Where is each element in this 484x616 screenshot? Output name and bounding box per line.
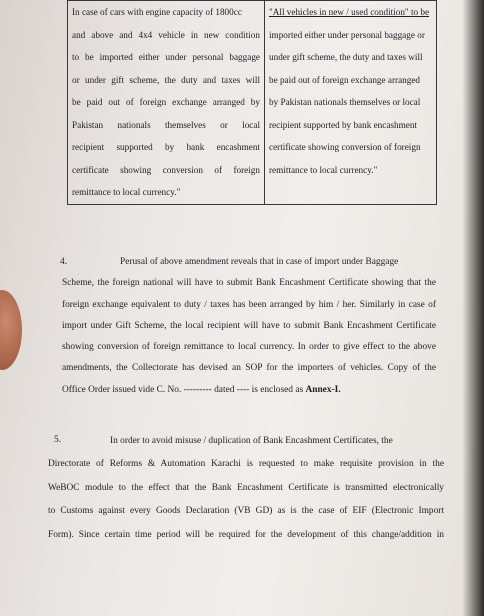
right-cell: [265, 1, 437, 205]
cell-line: under gift scheme, the duty and taxes will: [269, 52, 423, 62]
paragraph-line: [62, 380, 436, 401]
paragraph-line: WeBOC module to the effect that the Bank Encashment Certificate is transmitted electronically: [48, 482, 444, 493]
paragraph-5: [48, 430, 444, 547]
cell-line: and above and 4x4 vehicle in new condition: [72, 29, 260, 40]
paragraph-line: Scheme, the foreign national will have to submit Bank Encashment Certificate showing that the: [62, 278, 436, 289]
paragraph-line: amendments, the Collectorate has devised an SOP for the importers of vehicles. Copy of the: [62, 363, 436, 374]
cell-line: recipient supported by bank encashment: [269, 119, 417, 130]
cell-line: certificate showing conversion of foreign: [72, 164, 260, 175]
cell-line: certificate showing conversion of foreign: [269, 142, 421, 152]
paragraph-line: showing conversion of foreign remittance to local currency. In order to give effect to the above: [62, 342, 436, 353]
cell-line: by Pakistan nationals themselves or local: [269, 97, 421, 107]
cell-line: In case of cars with engine capacity of 1800cc: [72, 7, 242, 17]
cell-line: Pakistan nationals themselves or local: [72, 119, 260, 130]
paragraph-line: Perusal of above amendment reveals that in case of import under Baggage: [120, 257, 399, 267]
cell-line: be paid out of foreign exchange arranged by: [72, 97, 260, 107]
paragraph-line: foreign exchange equivalent to duty / taxes has been arranged by him / her. Similarly in case of: [62, 299, 436, 310]
cell-line: imported either under personal baggage or: [269, 29, 425, 40]
paragraph-line: to Customs against every Goods Declaration (VB GD) as is the case of EIF (Electronic Import: [48, 506, 444, 517]
annex-label: Annex-I.: [305, 384, 341, 395]
cell-line: to be imported either under personal baggage: [72, 52, 260, 62]
paragraph-line: Form). Since certain time period will be required for the development of this change/addition in: [48, 529, 444, 540]
page-edge-shadow: [462, 0, 484, 616]
paragraph-line: Directorate of Reforms & Automation Karachi is requested to make requisite provision in the: [48, 459, 444, 470]
paragraph-text: Office Order issued vide C. No. --------- dated ---- is enclosed as: [62, 384, 304, 395]
left-cell: [68, 1, 265, 205]
cell-line: remittance to local currency.": [72, 187, 181, 197]
cell-line: remittance to local currency.": [269, 164, 378, 175]
table-row: [68, 1, 437, 205]
cell-line: be paid out of foreign exchange arranged: [269, 74, 421, 85]
cell-line: "All vehicles in new / used condition" to be: [269, 7, 430, 17]
cell-line: recipient supported by bank encashment: [72, 142, 260, 152]
paragraph-number: 5.: [54, 435, 62, 445]
paragraph-number: 4.: [60, 257, 68, 267]
finger-shadow: [0, 290, 22, 370]
cell-line: or under gift scheme, the duty and taxes will: [72, 74, 260, 85]
amendment-comparison-table: [67, 0, 437, 205]
paragraph-4: [62, 252, 436, 401]
paragraph-line: import under Gift Scheme, the local recipient will have to submit Bank Encashment Certificate: [62, 320, 436, 331]
paragraph-line: In order to avoid misuse / duplication of Bank Encashment Certificates, the: [110, 436, 393, 446]
